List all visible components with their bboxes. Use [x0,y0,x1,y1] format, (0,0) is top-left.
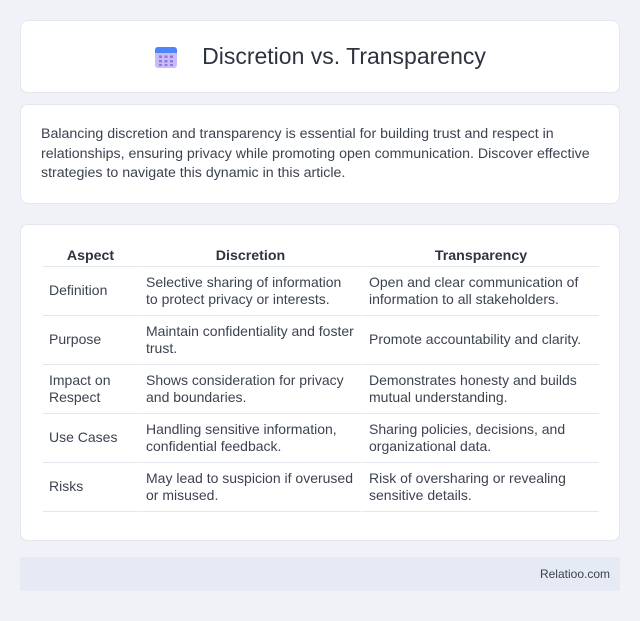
transparency-cell: Promote accountability and clarity. [361,316,599,365]
table-row [43,463,599,512]
aspect-cell: Definition [43,267,138,316]
comparison-table [43,247,599,512]
transparency-cell: Risk of oversharing or revealing sensitive details. [361,463,599,512]
page-title: Discretion vs. Transparency [202,43,486,69]
discretion-cell: Maintain confidentiality and foster trust. [138,316,361,365]
header-transparency: Transparency [361,247,599,267]
transparency-cell: Demonstrates honesty and builds mutual understanding. [361,365,599,414]
discretion-cell: Shows consideration for privacy and boundaries. [138,365,361,414]
transparency-cell: Sharing policies, decisions, and organizational data. [361,414,599,463]
aspect-cell: Impact on Respect [43,365,138,414]
transparency-cell: Open and clear communication of information to all stakeholders. [361,267,599,316]
table-header-row [43,247,599,267]
aspect-cell: Risks [43,463,138,512]
discretion-cell: Handling sensitive information, confidential feedback. [138,414,361,463]
aspect-cell: Purpose [43,316,138,365]
table-row [43,414,599,463]
footer [20,557,620,591]
header-aspect: Aspect [43,247,138,267]
table-row [43,365,599,414]
intro-card [20,104,620,204]
footer-site-link[interactable]: Relatioo.com [539,567,610,581]
discretion-cell: May lead to suspicion if overused or misused. [138,463,361,512]
table-row [43,316,599,365]
table-row [43,267,599,316]
discretion-cell: Selective sharing of information to protect privacy or interests. [138,267,361,316]
intro-text: Balancing discretion and transparency is essential for building trust and respect in relationships, ensuring privacy while promoting open communication. Discover effective strategies to navigate this dynamic in this article. [41,126,590,181]
comparison-table-card [20,224,620,541]
aspect-cell: Use Cases [43,414,138,463]
header-discretion: Discretion [138,247,361,267]
calendar-icon [154,45,178,69]
title-card [20,20,620,93]
